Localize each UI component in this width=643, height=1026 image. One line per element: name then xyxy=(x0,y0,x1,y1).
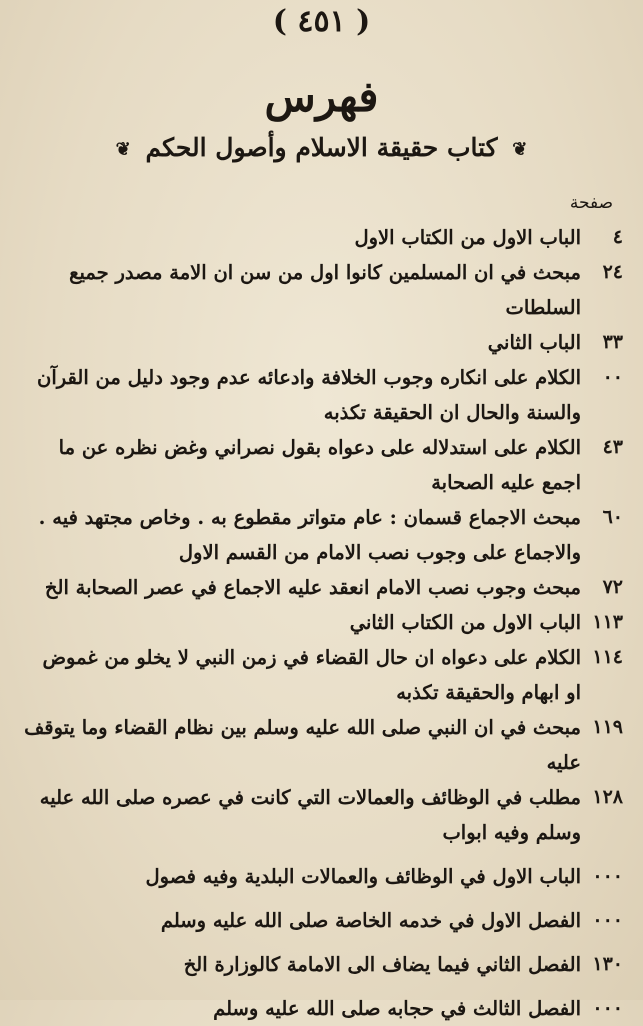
toc-entry xyxy=(23,430,623,500)
toc-entry xyxy=(23,859,623,894)
toc-entry xyxy=(23,570,623,605)
toc-entry-text: الباب الاول من الكتاب الثاني xyxy=(349,611,581,634)
ornament-icon: ❦ xyxy=(115,139,131,160)
toc-entry-text: مبحث وجوب نصب الامام انعقد عليه الاجماع في عصر الصحابة الخ xyxy=(44,576,581,599)
toc-entry-text: مبحث في ان المسلمين كانوا اول من سن ان الامة مصدر جميع السلطات xyxy=(69,261,581,319)
toc-entry-page: ١٣٠ xyxy=(592,953,623,975)
toc-entry-text: الكلام على استدلاله على دعواه بقول نصراني وغض نظره عن ما اجمع عليه الصحابة xyxy=(58,436,581,494)
toc-entry-text: الفصل الاول في خدمه الخاصة صلى الله عليه وسلم xyxy=(160,909,581,932)
toc-entry-page: ٧٢ xyxy=(602,576,623,598)
toc-list xyxy=(23,220,623,1026)
toc-entry-page: ٦٠ xyxy=(602,506,623,528)
toc-entry xyxy=(23,947,623,982)
page-column-label: صفحة xyxy=(569,193,613,213)
toc-entry-page: ١١٤ xyxy=(592,646,623,668)
page-number: ( ٤٥١ ) xyxy=(272,4,371,39)
toc-entry-text: الباب الثاني xyxy=(487,331,581,354)
toc-entry xyxy=(23,991,623,1026)
toc-entry-page: ٠٠٠ xyxy=(592,909,623,931)
toc-entry-text: الباب الاول من الكتاب الاول xyxy=(354,226,581,249)
toc-entry-text: الكلام على دعواه ان حال القضاء في زمن النبي لا يخلو من غموض او ابهام والحقيقة تكذبه xyxy=(42,646,581,704)
index-title: فهرس xyxy=(264,72,379,121)
ornament-icon: ❦ xyxy=(512,139,528,160)
toc-entry xyxy=(23,780,623,850)
toc-entry xyxy=(23,710,623,780)
toc-entry-text: الكلام على انكاره وجوب الخلافة وادعائه عدم وجود دليل من القرآن والسنة والحال ان الحقيقة تكذبه xyxy=(37,366,581,424)
toc-entry-page: ١١٣ xyxy=(592,611,623,633)
toc-entry xyxy=(23,640,623,710)
toc-entry-page: ٣٣ xyxy=(602,331,623,353)
toc-entry-text: مبحث الاجماع قسمان : عام متواتر مقطوع به . وخاص مجتهد فيه . والاجماع على وجوب نصب الامام من القسم الاول xyxy=(38,506,581,564)
toc-entry xyxy=(23,360,623,430)
toc-entry-page: ٤٣ xyxy=(602,436,623,458)
toc-entry xyxy=(23,903,623,938)
toc-entry-text: مطلب في الوظائف والعمالات التي كانت في عصره صلى الله عليه وسلم وفيه ابواب xyxy=(39,786,581,844)
toc-entry xyxy=(23,500,623,570)
toc-entry-text: الباب الاول في الوظائف والعمالات البلدية وفيه فصول xyxy=(145,865,581,888)
toc-entry xyxy=(23,255,623,325)
book-title: كتاب حقيقة الاسلام وأصول الحكم xyxy=(145,133,498,162)
book-title-line xyxy=(0,133,643,162)
toc-entry-text: الفصل الثالث في حجابه صلى الله عليه وسلم xyxy=(213,997,581,1020)
toc-entry-page: ١١٩ xyxy=(592,716,623,738)
toc-entry xyxy=(23,605,623,640)
toc-entry-page: ٠٠ xyxy=(602,366,623,388)
toc-entry-page: ٠٠٠ xyxy=(592,997,623,1019)
toc-entry-page: ٢٤ xyxy=(602,261,623,283)
toc-entry xyxy=(23,220,623,255)
toc-entry-text: الفصل الثاني فيما يضاف الى الامامة كالوزارة الخ xyxy=(183,953,581,976)
toc-entry xyxy=(23,325,623,360)
toc-entry-page: ٤ xyxy=(612,226,623,248)
toc-entry-page: ٠٠٠ xyxy=(592,865,623,887)
toc-entry-page: ١٢٨ xyxy=(592,786,623,808)
toc-entry-text: مبحث في ان النبي صلى الله عليه وسلم بين نظام القضاء وما يتوقف عليه xyxy=(24,716,581,774)
